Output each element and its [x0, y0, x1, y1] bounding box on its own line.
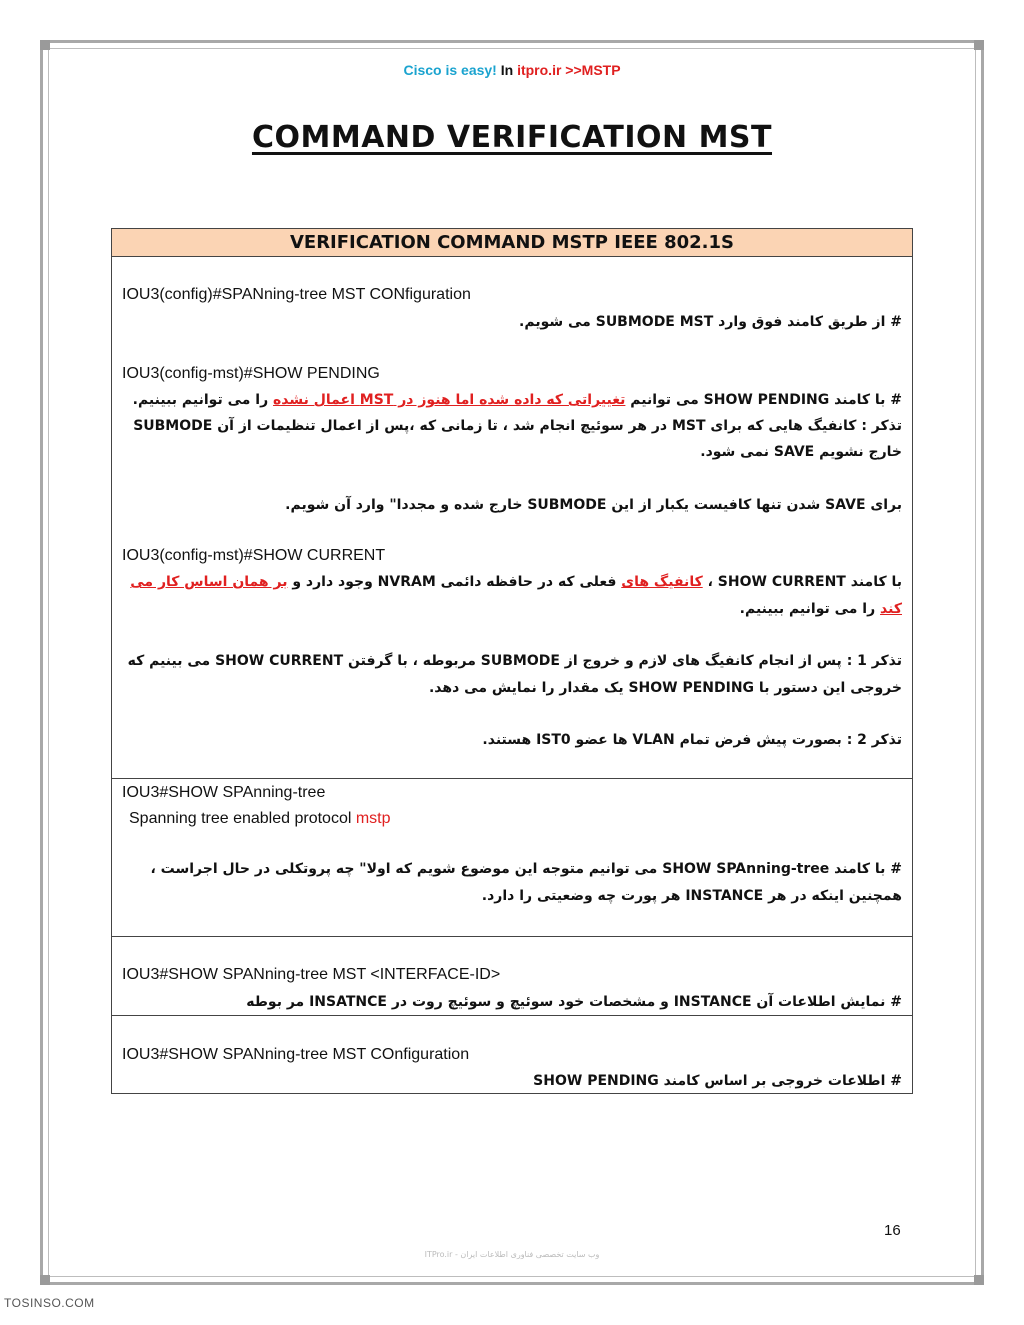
border-corner-top-right	[974, 40, 984, 50]
note-show-current-highlight2: بر همان اساس کار می	[130, 574, 288, 590]
note-show-pending-highlight: تغییراتی که داده شده اما هنوز در MST اعمال نشده	[273, 392, 626, 408]
command-show-spanning-tree: IOU3#SHOW SPAnning-tree	[122, 784, 326, 801]
note-show-current-cont	[740, 601, 902, 617]
border-corner-top-left	[40, 40, 50, 50]
note-show-current-highlight3: کند	[880, 601, 902, 617]
row-divider	[112, 936, 912, 937]
note-spanning-tree-1: # با کامند SHOW SPAnning-tree می توانیم متوجه این موضوع شویم که اولا" چه پروتکلی در حال اجراست ،	[150, 861, 902, 877]
note-spanning-tree-2: همچنین اینکه در هر INSTANCE هر پورت چه وضعیتی را دارد.	[481, 888, 902, 904]
command-show-mst-configuration: IOU3#SHOW SPANning-tree MST COnfiguration	[122, 1046, 470, 1063]
output-protocol-label: Spanning tree enabled protocol	[129, 810, 356, 827]
note-show-current-start: با کامند SHOW CURRENT ،	[702, 574, 902, 590]
border-corner-bottom-left	[40, 1275, 50, 1285]
command-show-mst-interface: IOU3#SHOW SPANning-tree MST <INTERFACE-ID>	[122, 966, 501, 983]
note-reminder-1: تذکر 1 : پس از انجام کانفیگ های لازم و خروج از SUBMODE مربوطه ، با گرفتن SHOW CURRENT می بینیم که	[127, 653, 902, 669]
note-reminder-1-cont: خروجی این دستور با SHOW PENDING یک مقدار را نمایش می دهد.	[428, 680, 902, 696]
note-reminder-submode: تذکر : کانفیگ هایی که برای MST در هر سوئیچ انجام شد ، تا زمانی که ،پس از اعمال تنظیمات از آن SUBMODE	[133, 418, 902, 434]
note-submode-entry: # از طریق کامند فوق وارد SUBMODE MST می شویم.	[519, 314, 902, 330]
row-divider	[112, 1015, 912, 1016]
note-show-current-end: را می توانیم ببینیم.	[739, 601, 881, 617]
output-protocol-value: mstp	[355, 810, 391, 827]
note-save-exit: خارج نشویم SAVE نمی شود.	[700, 444, 902, 460]
command-mst-configuration: IOU3(config)#SPANning-tree MST CONfiguration	[122, 286, 471, 303]
note-show-pending-start: # با کامند SHOW PENDING می توانیم	[625, 392, 902, 408]
note-show-current-mid: فعلی که در حافظه دائمی NVRAM وجود دارد و	[287, 574, 622, 590]
header-brand: Cisco is easy!	[403, 62, 497, 78]
header-site: itpro.ir >>MSTP	[517, 62, 621, 78]
note-mst-interface: # نمایش اطلاعات آن INSTANCE و مشخصات خود سوئیچ و سوئیچ روت در INSATNCE مر بوطه	[246, 994, 902, 1010]
page-header	[0, 62, 1024, 78]
verification-table	[111, 228, 913, 1094]
header-in: In	[496, 62, 518, 78]
footer-site-text: وب سایت تخصصی فناوری اطلاعات ایران - ITPro.ir	[424, 1250, 600, 1259]
page-number: 16	[884, 1222, 901, 1239]
note-reminder-2: تذکر 2 : بصورت پیش فرض تمام VLAN ها عضو IST0 هستند.	[482, 732, 902, 748]
note-show-pending-end: را می توانیم ببینیم.	[132, 392, 274, 408]
command-show-pending: IOU3(config-mst)#SHOW PENDING	[122, 365, 380, 382]
note-show-pending	[133, 392, 902, 408]
border-corner-bottom-right	[974, 1275, 984, 1285]
note-show-current-highlight1: کانفیگ های	[621, 574, 703, 590]
page-title: COMMAND VERIFICATION MST	[251, 120, 773, 155]
command-show-current: IOU3(config-mst)#SHOW CURRENT	[122, 547, 386, 564]
table-heading: VERIFICATION COMMAND MSTP IEEE 802.1S	[112, 229, 912, 257]
note-save-hint: برای SAVE شدن تنها کافیست یکبار از این SUBMODE خارج شده و مجددا" وارد آن شویم.	[285, 497, 902, 513]
row-divider	[112, 778, 912, 779]
watermark-text: TOSINSO.COM	[4, 1296, 95, 1310]
output-spanning-protocol	[129, 810, 391, 828]
note-show-current	[130, 574, 902, 590]
note-mst-configuration: # اطلاعات خروجی بر اساس کامند SHOW PENDING	[533, 1073, 902, 1089]
